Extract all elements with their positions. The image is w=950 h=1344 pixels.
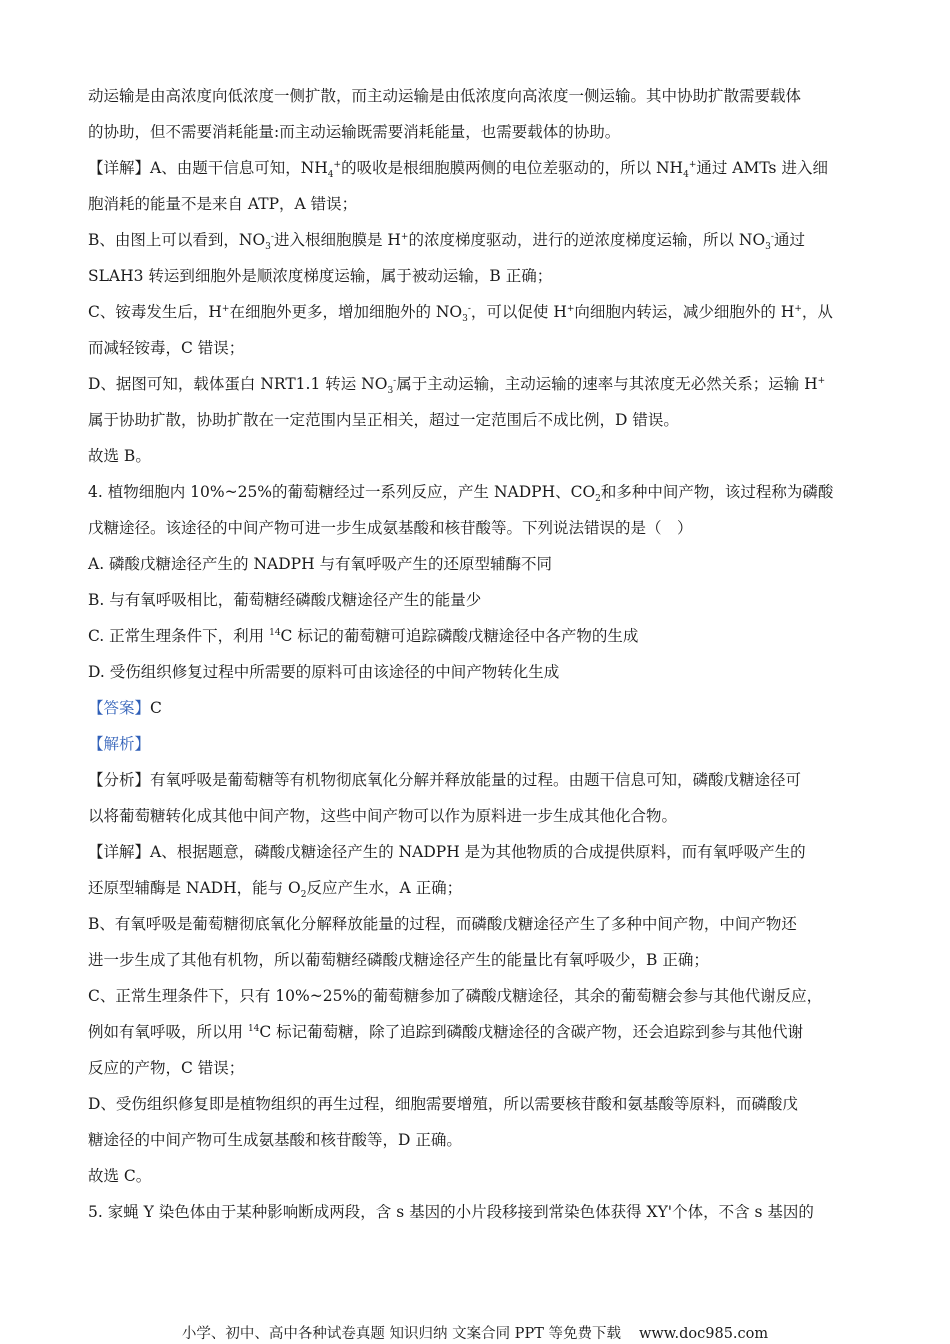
footer-url: www.doc985.com [638, 1326, 769, 1342]
text-run: 【详解】A、由题干信息可知，NH [88, 159, 328, 177]
superscript: + [688, 159, 697, 170]
text-line: 胞消耗的能量不是来自 ATP，A 错误； [88, 195, 358, 213]
text-run: 通过 [773, 231, 805, 249]
text-run: C、铵毒发生后，H [88, 303, 222, 321]
text-run: 通过 AMTs 进入细 [696, 159, 828, 177]
text-run: ，从 [801, 303, 833, 321]
page-footer [0, 1322, 950, 1343]
text-run: 进入根细胞膜是 H [273, 231, 401, 249]
text-line [88, 1014, 870, 1050]
text-line: B、有氧呼吸是葡萄糖彻底氧化分解释放能量的过程，而磷酸戊糖途径产生了多种中间产物，中间产物还 [88, 915, 797, 933]
analysis-label: 【解析】 [88, 735, 151, 753]
text-line: 以将葡萄糖转化成其他中间产物，这些中间产物可以作为原料进一步生成其他化合物。 [88, 807, 678, 825]
text-line [88, 150, 870, 186]
text-run: 向细胞内转运，减少细胞外的 H [574, 303, 795, 321]
superscript: 14 [247, 1023, 260, 1034]
text-run: B、由图上可以看到，NO [88, 231, 266, 249]
text-run: 和多种中间产物，该过程称为磷酸 [600, 483, 834, 501]
text-line: 的协助，但不需要消耗能量:而主动运输既需要消耗能量，也需要载体的协助。 [88, 123, 621, 141]
text-line [88, 366, 870, 402]
superscript: + [794, 303, 802, 314]
text-run: 的浓度梯度驱动，进行的逆浓度梯度运输，所以 NO [408, 231, 766, 249]
text-run: ，可以促使 H [470, 303, 567, 321]
text-line: SLAH3 转运到细胞外是顺浓度梯度运输，属于被动运输，B 正确； [88, 267, 553, 285]
superscript: 14 [269, 627, 281, 638]
subscript: 3 [765, 242, 771, 253]
text-line: 故选 B。 [88, 447, 151, 465]
text-line [88, 222, 870, 258]
subscript: 3 [462, 314, 468, 325]
subscript: 4 [683, 170, 689, 181]
text-line: 反应的产物，C 错误； [88, 1059, 245, 1077]
question-stem [88, 474, 870, 510]
text-line: 故选 C。 [88, 1167, 152, 1185]
text-run: 还原型辅酶是 NADH，能与 O [88, 879, 301, 897]
superscript: - [393, 375, 397, 386]
superscript: - [270, 231, 274, 242]
option-c [88, 618, 870, 654]
text-line: 糖途径的中间产物可生成氨基酸和核苷酸等，D 正确。 [88, 1131, 462, 1149]
text-run: C 标记葡萄糖，除了追踪到磷酸戊糖途径的含碳产物，还会追踪到参与其他代谢 [259, 1023, 804, 1041]
text-line: 动运输是由高浓度向低浓度一侧扩散，而主动运输是由低浓度向高浓度一侧运输。其中协助扩散需要载体 [88, 87, 802, 105]
text-line: 属于协助扩散，协助扩散在一定范围内呈正相关，超过一定范围后不成比例，D 错误。 [88, 411, 679, 429]
text-run: C 标记的葡萄糖可追踪磷酸戊糖途径中各产物的生成 [280, 627, 639, 645]
page-content [88, 78, 870, 1230]
superscript: + [817, 375, 826, 386]
text-run: 属于主动运输，主动运输的速率与其浓度无必然关系；运输 H [396, 375, 818, 393]
answer-line [88, 690, 870, 726]
superscript: + [333, 159, 342, 170]
text-run: 例如有氧呼吸，所以用 [88, 1023, 248, 1041]
text-run: 在细胞外更多，增加细胞外的 NO [229, 303, 463, 321]
subscript: 3 [265, 242, 271, 253]
text-line: 【分析】有氧呼吸是葡萄糖等有机物彻底氧化分解并释放能量的过程。由题干信息可知，磷酸戊糖途径可 [88, 771, 802, 789]
answer-label: 【答案】 [88, 699, 151, 717]
superscript: - [467, 303, 471, 314]
superscript: + [400, 231, 409, 242]
text-line [88, 294, 870, 330]
subscript: 2 [300, 890, 307, 901]
question-stem: 5. 家蝇 Y 染色体由于某种影响断成两段，含 s 基因的小片段移接到常染色体获得 XY'个体，不含 s 基因的 [88, 1203, 814, 1221]
text-run: 的吸收是根细胞膜两侧的电位差驱动的，所以 NH [341, 159, 684, 177]
option-a: A. 磷酸戊糖途径产生的 NADPH 与有氧呼吸产生的还原型辅酶不同 [88, 555, 553, 573]
question-stem: 戊糖途径。该途径的中间产物可进一步生成氨基酸和核苷酸等。下列说法错误的是（ ） [88, 519, 693, 537]
text-line: 进一步生成了其他有机物，所以葡萄糖经磷酸戊糖途径产生的能量比有氧呼吸少，B 正确； [88, 951, 709, 969]
text-run: 4. 植物细胞内 10%~25%的葡萄糖经过一系列反应，产生 NADPH、CO [88, 483, 596, 501]
text-run: D、据图可知，载体蛋白 NRT1.1 转运 NO [88, 375, 388, 393]
subscript: 2 [595, 494, 601, 505]
text-line [88, 870, 870, 906]
option-d: D. 受伤组织修复过程中所需要的原料可由该途径的中间产物转化生成 [88, 663, 560, 681]
text-run: C. 正常生理条件下，利用 [88, 627, 270, 645]
superscript: + [221, 303, 230, 314]
text-line: 【详解】A、根据题意，磷酸戊糖途径产生的 NADPH 是为其他物质的合成提供原料，而有氧呼吸产生的 [88, 843, 806, 861]
superscript: - [770, 231, 774, 242]
text-run: 反应产生水，A 正确； [306, 879, 463, 897]
subscript: 3 [387, 386, 394, 397]
option-b: B. 与有氧呼吸相比，葡萄糖经磷酸戊糖途径产生的能量少 [88, 591, 482, 609]
footer-text: 小学、初中、高中各种试卷真题 知识归纳 文案合同 PPT 等免费下载 [181, 1326, 621, 1342]
subscript: 4 [327, 170, 334, 181]
text-line: 而减轻铵毒，C 错误； [88, 339, 245, 357]
answer-value: C [150, 699, 162, 717]
analysis-heading [88, 726, 870, 762]
text-line: D、受伤组织修复即是植物组织的再生过程，细胞需要增殖，所以需要核苷酸和氨基酸等原料，而磷酸戊 [88, 1095, 798, 1113]
superscript: + [566, 303, 575, 314]
text-line: C、正常生理条件下，只有 10%~25%的葡萄糖参加了磷酸戊糖途径，其余的葡萄糖会参与其他代谢反应， [88, 987, 823, 1005]
